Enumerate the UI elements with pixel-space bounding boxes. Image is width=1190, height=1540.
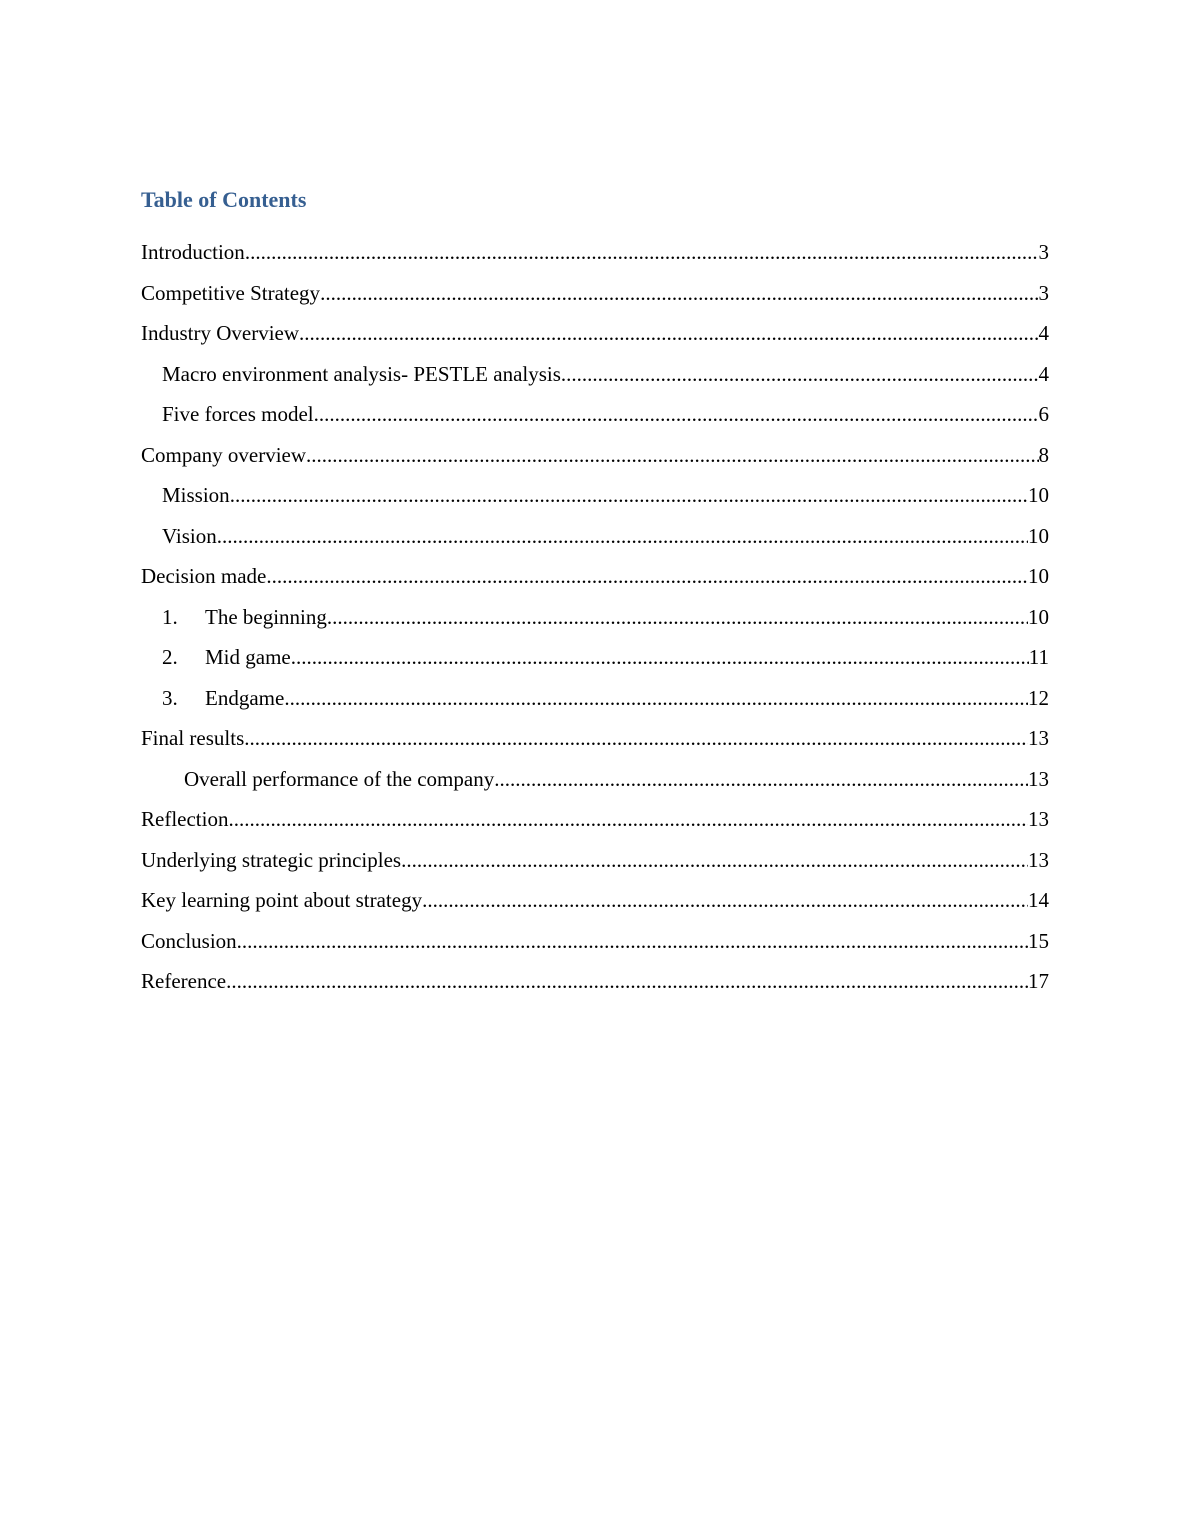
dot-leader xyxy=(245,238,1039,266)
toc-entry-number: 3. xyxy=(162,685,178,710)
toc-entry-title: Introduction xyxy=(141,240,245,264)
dot-leader xyxy=(230,481,1028,509)
toc-entry[interactable] xyxy=(141,562,1049,603)
toc-entry-page-number: 10 xyxy=(1028,604,1049,629)
dot-leader xyxy=(422,886,1028,914)
toc-entry-number: 2. xyxy=(162,645,178,669)
toc-entry[interactable] xyxy=(141,846,1049,887)
dot-leader xyxy=(266,562,1028,590)
toc-entry[interactable] xyxy=(141,886,1049,927)
toc-list xyxy=(141,238,1049,1008)
dot-leader xyxy=(228,805,1028,833)
toc-entry-page-number: 12 xyxy=(1028,685,1049,710)
dot-leader xyxy=(299,319,1038,347)
dot-leader xyxy=(284,684,1028,712)
dot-leader xyxy=(320,279,1038,307)
toc-entry-title: Underlying strategic principles xyxy=(141,847,402,872)
toc-entry-page-number: 13 xyxy=(1028,766,1049,791)
toc-entry-title: Reflection xyxy=(141,807,229,831)
dot-leader xyxy=(401,846,1028,874)
toc-entry-page-number: 11 xyxy=(1028,645,1049,669)
toc-entry-page-number: 10 xyxy=(1028,483,1049,507)
toc-entry[interactable] xyxy=(141,643,1049,684)
toc-entry-number: 1. xyxy=(162,604,178,629)
toc-entry-title: Decision made xyxy=(141,564,267,588)
toc-entry-title: Endgame xyxy=(205,685,285,710)
toc-entry-page-number: 10 xyxy=(1028,564,1049,588)
toc-entry-title: The beginning xyxy=(205,604,327,629)
toc-entry-page-number: 13 xyxy=(1028,807,1049,831)
toc-entry-title: Competitive Strategy xyxy=(141,280,321,305)
dot-leader xyxy=(306,441,1038,469)
toc-entry-title: Macro environment analysis- PESTLE analysis xyxy=(162,361,561,386)
dot-leader xyxy=(561,360,1039,388)
toc-entry-title: Mid game xyxy=(205,645,291,669)
toc-entry-title: Industry Overview xyxy=(141,321,300,345)
toc-entry-page-number: 14 xyxy=(1028,888,1049,912)
toc-entry[interactable] xyxy=(141,400,1049,441)
toc-entry-page-number: 13 xyxy=(1028,726,1049,750)
toc-entry-title: Key learning point about strategy xyxy=(141,888,423,912)
dot-leader xyxy=(291,643,1029,671)
dot-leader xyxy=(244,724,1028,752)
dot-leader xyxy=(314,400,1039,428)
toc-entry[interactable] xyxy=(141,967,1049,1008)
toc-entry-page-number: 6 xyxy=(1038,402,1049,426)
toc-entry-title: Company overview xyxy=(141,442,307,467)
toc-entry[interactable] xyxy=(141,522,1049,563)
toc-entry-title: Vision xyxy=(162,523,217,548)
toc-entry-title: Mission xyxy=(162,483,230,507)
toc-entry-page-number: 10 xyxy=(1028,523,1049,548)
toc-entry-page-number: 15 xyxy=(1028,928,1049,953)
toc-entry-page-number: 13 xyxy=(1028,847,1049,872)
toc-entry[interactable] xyxy=(141,765,1049,806)
toc-entry[interactable] xyxy=(141,724,1049,765)
dot-leader xyxy=(226,967,1028,995)
toc-entry[interactable] xyxy=(141,441,1049,482)
dot-leader xyxy=(494,765,1028,793)
toc-entry-page-number: 17 xyxy=(1028,969,1049,993)
dot-leader xyxy=(237,927,1028,955)
toc-entry-page-number: 4 xyxy=(1038,321,1049,345)
dot-leader xyxy=(217,522,1028,550)
toc-entry-page-number: 3 xyxy=(1038,240,1049,264)
dot-leader xyxy=(327,603,1028,631)
toc-entry[interactable] xyxy=(141,238,1049,279)
toc-entry-page-number: 4 xyxy=(1038,361,1049,386)
toc-entry[interactable] xyxy=(141,360,1049,401)
toc-entry[interactable] xyxy=(141,805,1049,846)
toc-entry[interactable] xyxy=(141,481,1049,522)
toc-entry[interactable] xyxy=(141,279,1049,320)
toc-entry[interactable] xyxy=(141,603,1049,644)
toc-entry[interactable] xyxy=(141,684,1049,725)
toc-entry[interactable] xyxy=(141,319,1049,360)
toc-entry-title: Overall performance of the company xyxy=(184,766,495,791)
toc-entry-page-number: 8 xyxy=(1038,442,1049,467)
toc-entry-page-number: 3 xyxy=(1038,280,1049,305)
toc-heading: Table of Contents xyxy=(141,187,307,212)
toc-entry-title: Five forces model xyxy=(162,402,314,426)
toc-entry-title: Conclusion xyxy=(141,928,237,953)
document-page xyxy=(141,184,1049,1008)
toc-entry-title: Reference xyxy=(141,969,227,993)
toc-entry[interactable] xyxy=(141,927,1049,968)
toc-entry-title: Final results xyxy=(141,726,245,750)
